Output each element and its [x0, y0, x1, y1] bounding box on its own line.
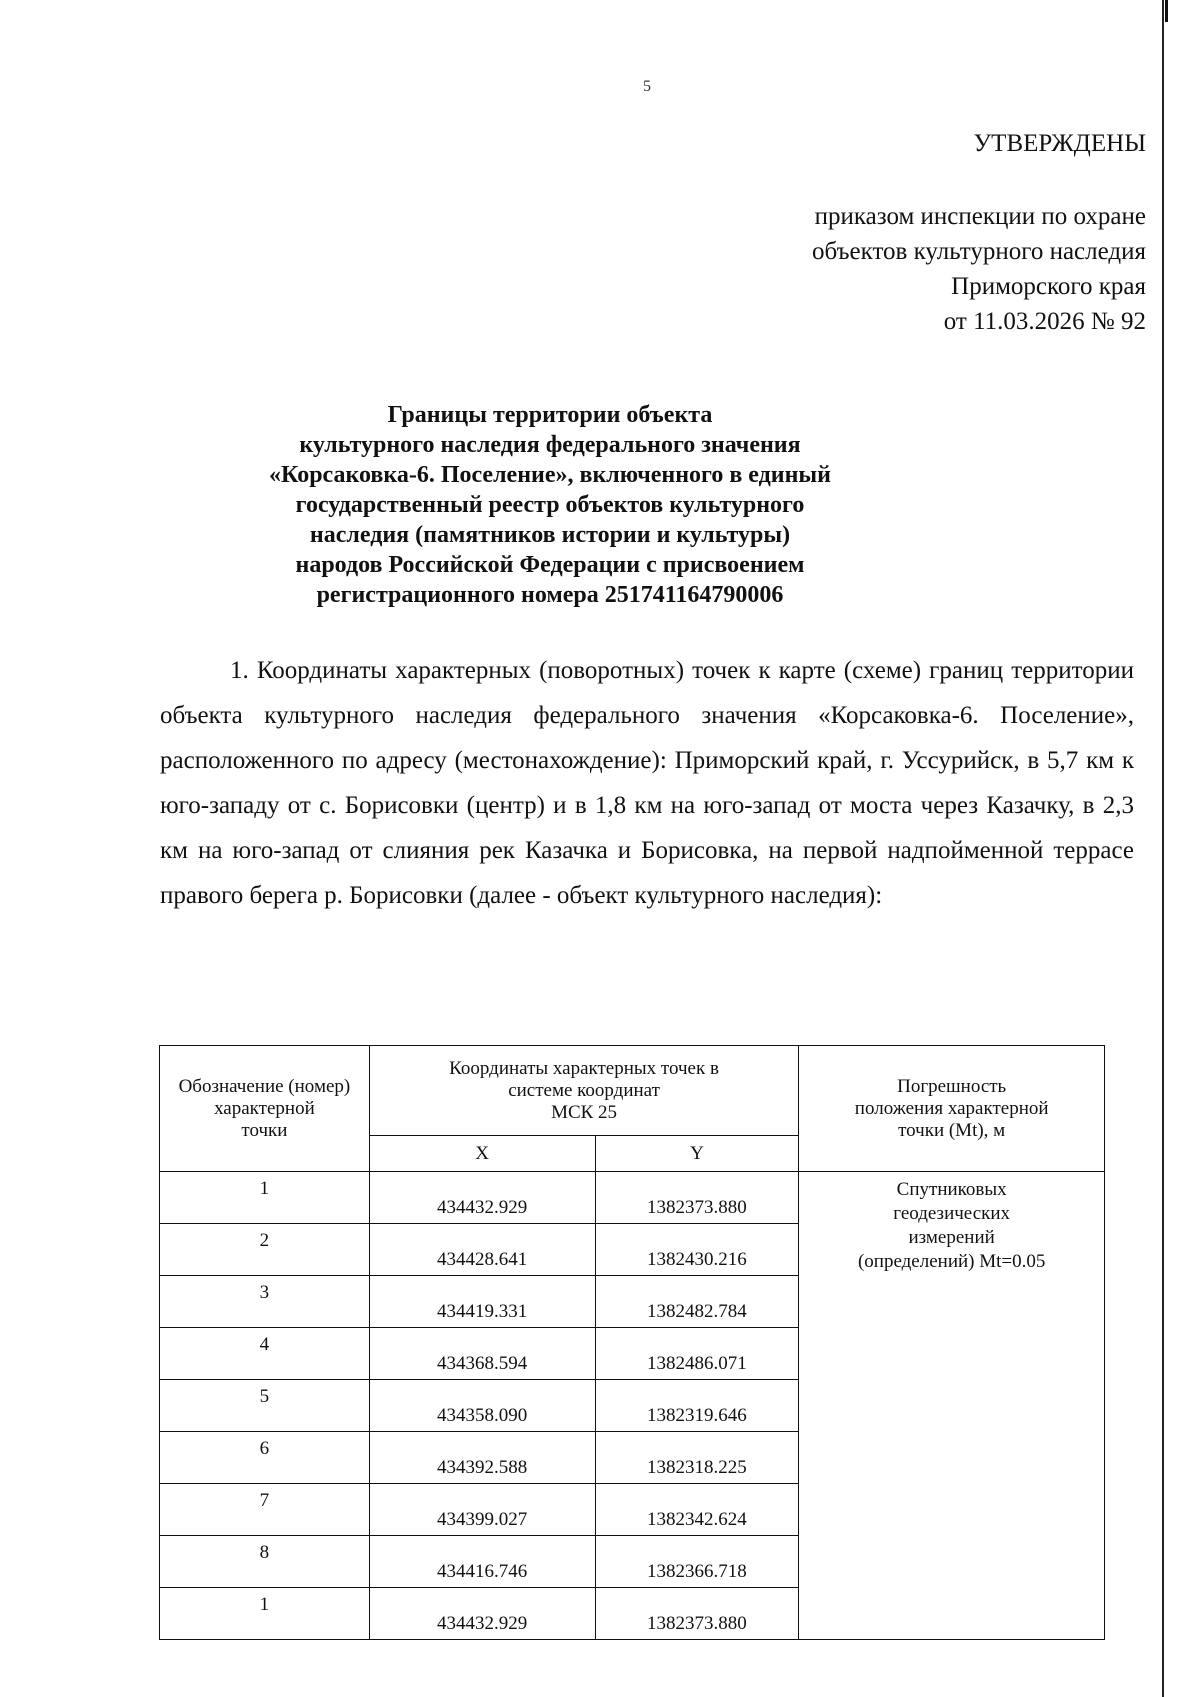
point-number: 6 [160, 1432, 370, 1484]
title-line: регистрационного номера 251741164790006 [316, 582, 784, 608]
point-number: 8 [160, 1536, 370, 1588]
coord-x: 434368.594 [369, 1328, 595, 1380]
coord-y: 1382482.784 [595, 1276, 799, 1328]
point-number: 5 [160, 1380, 370, 1432]
approval-block [812, 126, 1146, 339]
coordinates-table [159, 1045, 1105, 1640]
header-line: Координаты характерных точек в [449, 1057, 719, 1079]
header-accuracy [799, 1046, 1105, 1172]
title-line: народов Российской Федерации с присвоением [295, 552, 805, 578]
approval-heading: УТВЕРЖДЕНЫ [973, 130, 1146, 157]
coord-y: 1382366.718 [595, 1536, 799, 1588]
scan-edge-line [1162, 0, 1164, 1697]
table-row [160, 1172, 1105, 1224]
title-line: государственный реестр объектов культурного [295, 492, 805, 518]
coord-y: 1382373.880 [595, 1588, 799, 1640]
title-line: культурного наследия федерального значения [299, 432, 801, 458]
header-coordinates [369, 1046, 799, 1136]
point-number: 1 [160, 1172, 370, 1224]
coord-y: 1382373.880 [595, 1172, 799, 1224]
accuracy-cell [799, 1172, 1105, 1640]
approval-line: от 11.03.2026 № 92 [943, 308, 1146, 335]
accuracy-line: геодезических [893, 1203, 1011, 1224]
accuracy-line: измерений [908, 1227, 995, 1248]
header-point-number [160, 1046, 370, 1172]
point-number: 2 [160, 1224, 370, 1276]
header-line: МСК 25 [551, 1101, 618, 1123]
title-line: Границы территории объекта [387, 402, 713, 428]
coord-y: 1382430.216 [595, 1224, 799, 1276]
coord-x: 434399.027 [369, 1484, 595, 1536]
header-line: характерной [214, 1097, 315, 1119]
accuracy-line: (определений) Mt=0.05 [857, 1251, 1046, 1272]
point-number: 1 [160, 1588, 370, 1640]
coord-y: 1382319.646 [595, 1380, 799, 1432]
point-number: 7 [160, 1484, 370, 1536]
document-title [200, 400, 900, 610]
coord-y: 1382486.071 [595, 1328, 799, 1380]
coord-x: 434416.746 [369, 1536, 595, 1588]
approval-line: Приморского края [951, 273, 1146, 300]
coord-y: 1382318.225 [595, 1432, 799, 1484]
scan-edge-mark [1165, 0, 1168, 22]
coord-x: 434432.929 [369, 1172, 595, 1224]
header-line: Погрешность [897, 1075, 1007, 1097]
coord-x: 434419.331 [369, 1276, 595, 1328]
approval-line: приказом инспекции по охране [814, 203, 1146, 230]
header-line: положения характерной [854, 1097, 1049, 1119]
header-line: Обозначение (номер) [178, 1075, 351, 1097]
approval-line: объектов культурного наследия [812, 238, 1146, 265]
header-line: системе координат [508, 1079, 660, 1101]
coord-x: 434428.641 [369, 1224, 595, 1276]
coord-x: 434432.929 [369, 1588, 595, 1640]
header-line: точки (Mt), м [898, 1119, 1006, 1141]
page-mark: 5 [643, 78, 651, 95]
point-number: 3 [160, 1276, 370, 1328]
body-paragraph: 1. Координаты характерных (поворотных) точек к карте (схеме) границ территории объекта культурного наследия федерального значения «Корсаковка-6. Поселение», расположенного по адресу (местонахождение): Приморский край, г. Уссурийск, в 5,7 км к юго-западу от с. Борисовки (центр) и в 1,8 км на юго-запад от моста через Казачку, в 2,3 км на юго-запад от слияния рек Казачка и Борисовка, на первой надпойменной террасе правого берега р. Борисовки (далее - объект культурного наследия): [160, 657, 1134, 909]
title-line: наследия (памятников истории и культуры) [309, 522, 791, 548]
point-number: 4 [160, 1328, 370, 1380]
coord-x: 434392.588 [369, 1432, 595, 1484]
header-line: точки [241, 1119, 288, 1141]
header-x: X [369, 1136, 595, 1172]
coord-y: 1382342.624 [595, 1484, 799, 1536]
accuracy-line: Спутниковых [896, 1179, 1007, 1200]
header-y: Y [595, 1136, 799, 1172]
coord-x: 434358.090 [369, 1380, 595, 1432]
title-line: «Корсаковка-6. Поселение», включенного в единый [268, 462, 831, 488]
